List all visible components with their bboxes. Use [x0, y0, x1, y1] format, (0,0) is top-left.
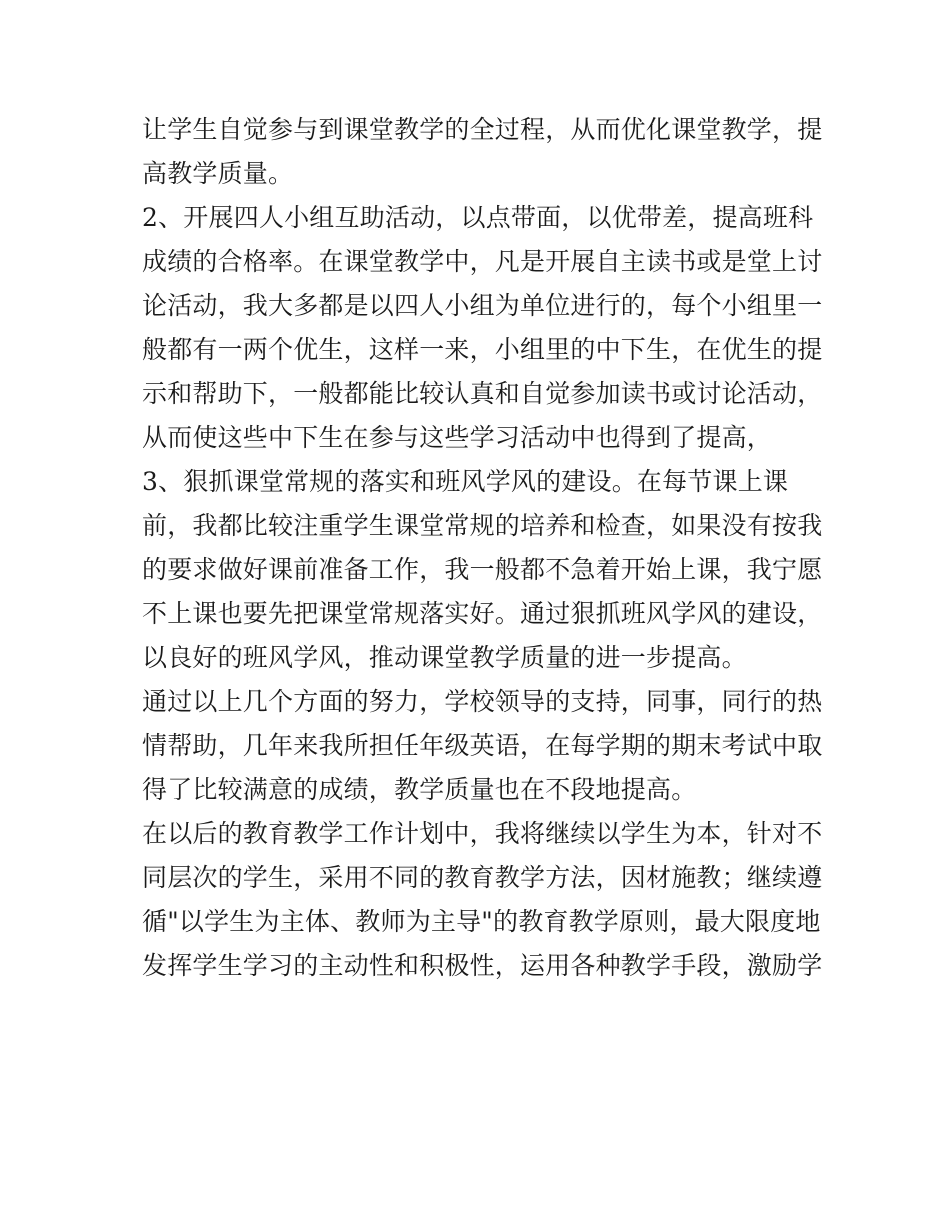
text-line: 发挥学生学习的主动性和积极性，运用各种教学手段，激励学 — [142, 951, 823, 980]
text-line: 论活动，我大多都是以四人小组为单位进行的，每个小组里一 — [142, 291, 823, 320]
text-line: 同层次的学生，采用不同的教育教学方法，因材施教；继续遵 — [142, 863, 823, 892]
text-line: 通过以上几个方面的努力，学校领导的支持，同事，同行的热 — [142, 687, 823, 716]
text-line: 示和帮助下，一般都能比较认真和自觉参加读书或讨论活动， — [142, 379, 823, 408]
text-line: 在以后的教育教学工作计划中，我将继续以学生为本，针对不 — [142, 819, 823, 848]
text-line: 循"以学生为主体、教师为主导"的教育教学原则，最大限度地 — [142, 907, 821, 936]
text-line: 以良好的班风学风，推动课堂教学质量的进一步提高。 — [142, 643, 747, 672]
document-body — [142, 108, 822, 988]
text-line: 3、狠抓课堂常规的落实和班风学风的建设。在每节课上课 — [142, 467, 789, 496]
text-line: 情帮助，几年来我所担任年级英语，在每学期的期末考试中取 — [142, 731, 823, 760]
text-line: 得了比较满意的成绩，教学质量也在不段地提高。 — [142, 775, 697, 804]
text-line: 前，我都比较注重学生课堂常规的培养和检查，如果没有按我 — [142, 511, 823, 540]
text-line: 般都有一两个优生，这样一来，小组里的中下生，在优生的提 — [142, 335, 823, 364]
text-line: 让学生自觉参与到课堂教学的全过程，从而优化课堂教学，提 — [142, 115, 823, 144]
text-line: 高教学质量。 — [142, 159, 294, 188]
text-line: 2、开展四人小组互助活动，以点带面，以优带差，提高班科 — [142, 203, 814, 232]
text-line: 的要求做好课前准备工作，我一般都不急着开始上课，我宁愿 — [142, 555, 823, 584]
text-line: 成绩的合格率。在课堂教学中，凡是开展自主读书或是堂上讨 — [142, 247, 823, 276]
text-line: 从而使这些中下生在参与这些学习活动中也得到了提高， — [142, 423, 773, 452]
text-line: 不上课也要先把课堂常规落实好。通过狠抓班风学风的建设， — [142, 599, 823, 628]
